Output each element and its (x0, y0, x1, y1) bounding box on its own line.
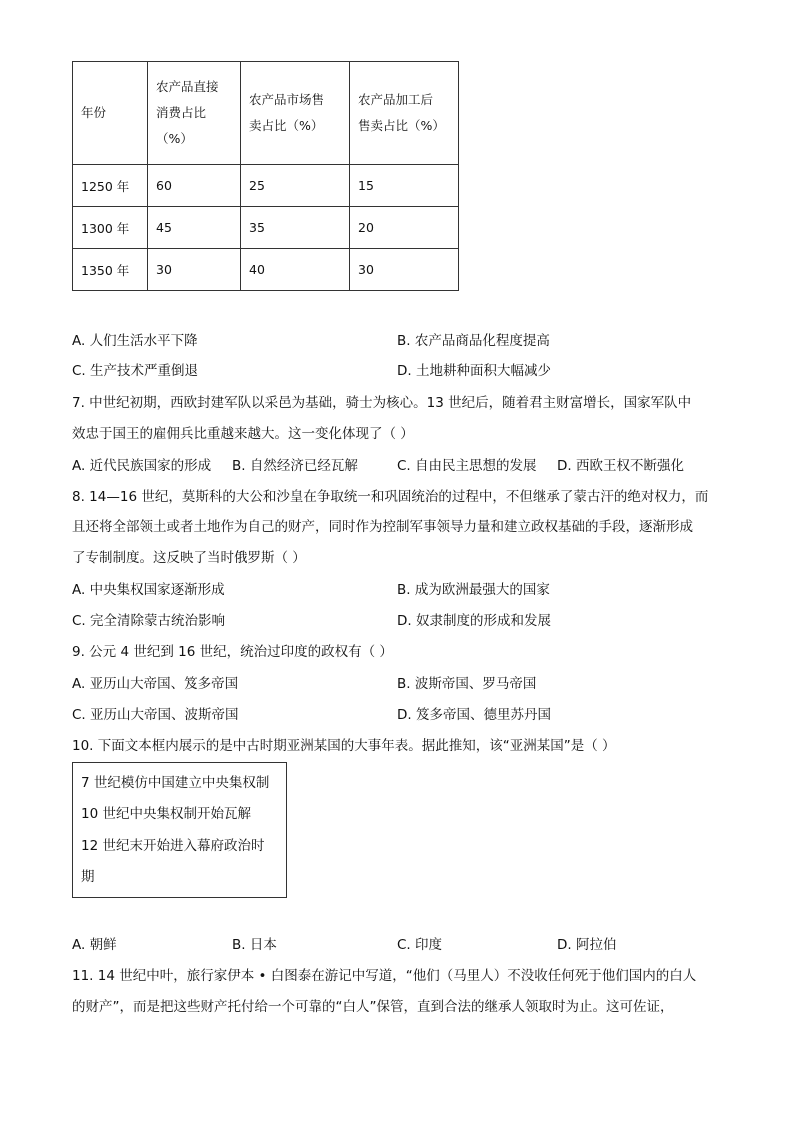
table-cell: 35 (241, 207, 350, 249)
q11-stem-line: 的财产”，而是把这些财产托付给一个可靠的“白人”保管，直到合法的继承人领取时为止。这可佐证， (72, 999, 674, 1015)
q9-stem-line: 9. 公元 4 世纪到 16 世纪，统治过印度的政权有（ ） (72, 644, 393, 660)
q7-stem-line: 7. 中世纪初期，西欧封建军队以采邑为基础，骑士为核心。13 世纪后，随着君主财富增长，国家军队中 (72, 395, 692, 411)
q10-option-d: D. 阿拉伯 (557, 937, 617, 953)
q8-option-b: B. 成为欧洲最强大的国家 (397, 582, 550, 598)
q6-option-a: A. 人们生活水平下降 (72, 333, 198, 349)
q6-option-c: C. 生产技术严重倒退 (72, 363, 199, 379)
timeline-box (72, 762, 287, 898)
header-text: 农产品加工后 售卖占比（%） (358, 92, 445, 133)
table-cell: 40 (241, 249, 350, 291)
q8-option-d: D. 奴隶制度的形成和发展 (397, 613, 551, 629)
q7-stem-line: 效忠于国王的雇佣兵比重越来越大。这一变化体现了（ ） (72, 426, 414, 442)
header-direct-consumption (148, 62, 241, 165)
timeline-entry: 12 世纪末开始进入幕府政治时 (81, 838, 265, 854)
q11-stem-line: 11. 14 世纪中叶，旅行家伊本 • 白图泰在游记中写道，“他们（马里人）不没收任何死于他们国内的白人 (72, 968, 697, 984)
header-text: 农产品直接 消费占比 （%） (156, 79, 219, 146)
q8-stem-line: 且还将全部领土或者土地作为自己的财产，同时作为控制军事领导力量和建立政权基础的手段，逐渐形成 (72, 519, 693, 535)
timeline-entry: 7 世纪模仿中国建立中央集权制 (81, 775, 270, 791)
q8-option-c: C. 完全清除蒙古统治影响 (72, 613, 226, 629)
table-header-row (73, 62, 459, 165)
table-cell: 15 (350, 165, 459, 207)
q7-option-c: C. 自由民主思想的发展 (397, 458, 537, 474)
q9-option-c: C. 亚历山大帝国、波斯帝国 (72, 707, 239, 723)
q10-option-b: B. 日本 (232, 937, 277, 953)
q9-option-a: A. 亚历山大帝国、笈多帝国 (72, 676, 239, 692)
table-cell: 1300 年 (73, 207, 148, 249)
q8-option-a: A. 中央集权国家逐渐形成 (72, 582, 225, 598)
table-cell: 20 (350, 207, 459, 249)
table-cell: 30 (148, 249, 241, 291)
table-row (73, 207, 459, 249)
q7-option-a: A. 近代民族国家的形成 (72, 458, 212, 474)
table-cell: 1250 年 (73, 165, 148, 207)
q7-option-b: B. 自然经济已经瓦解 (232, 458, 358, 474)
timeline-entry: 10 世纪中央集权制开始瓦解 (81, 806, 251, 822)
q8-stem-line: 8. 14—16 世纪，莫斯科的大公和沙皇在争取统一和巩固统治的过程中，不但继承了蒙古汗的绝对权力，而 (72, 489, 709, 505)
header-processed-sales (350, 62, 459, 165)
table-cell: 45 (148, 207, 241, 249)
q10-option-c: C. 印度 (397, 937, 443, 953)
q7-option-d: D. 西欧王权不断强化 (557, 458, 684, 474)
q6-option-d: D. 土地耕种面积大幅减少 (397, 363, 551, 379)
header-market-sales (241, 62, 350, 165)
table-row (73, 249, 459, 291)
table-cell: 60 (148, 165, 241, 207)
q9-option-b: B. 波斯帝国、罗马帝国 (397, 676, 537, 692)
q6-option-b: B. 农产品商品化程度提高 (397, 333, 550, 349)
q9-option-d: D. 笈多帝国、德里苏丹国 (397, 707, 551, 723)
header-text: 农产品市场售 卖占比（%） (249, 92, 325, 133)
table-row (73, 165, 459, 207)
q8-stem-line: 了专制制度。这反映了当时俄罗斯（ ） (72, 550, 306, 566)
table-cell: 30 (350, 249, 459, 291)
header-year: 年份 (73, 62, 148, 165)
q10-stem-line: 10. 下面文本框内展示的是中古时期亚洲某国的大事年表。据此推知，该“亚洲某国”是（ ） (72, 738, 616, 754)
table-cell: 25 (241, 165, 350, 207)
data-table (72, 61, 459, 291)
table-cell: 1350 年 (73, 249, 148, 291)
timeline-entry: 期 (81, 869, 95, 885)
q10-option-a: A. 朝鲜 (72, 937, 117, 953)
